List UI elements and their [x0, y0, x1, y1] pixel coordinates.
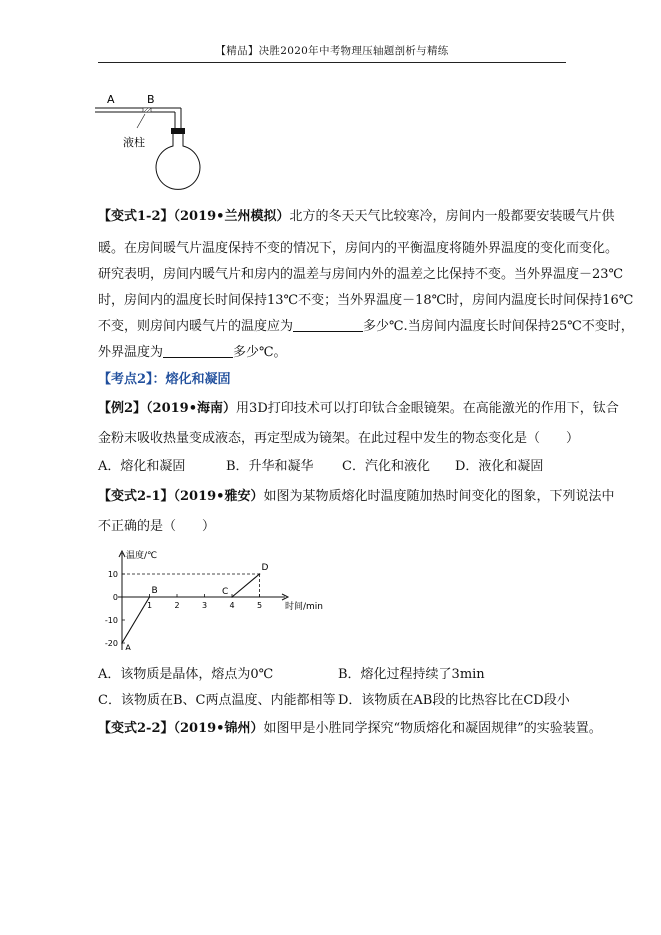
v12-text-5b: 多少℃.当房间内温度长时间保持25℃不变时， — [363, 319, 634, 334]
v12-text-1: 北方的冬天天气比较寒冷，房间内一般都要安装暖气片供 — [289, 209, 615, 224]
point-label-b: B — [151, 586, 158, 596]
v21-option-c[interactable]: C．该物质在B、C两点温度、内能都相等 — [98, 693, 336, 708]
point-label-a: A — [125, 644, 132, 650]
ex2-line1 — [98, 400, 619, 418]
y-tick-label: -10 — [104, 616, 118, 625]
x-tick-label: 1 — [146, 601, 153, 610]
point-b — [149, 596, 151, 598]
point-c — [231, 596, 233, 598]
v12-text-5a: 不变，则房间内暖气片的温度应为 — [98, 319, 294, 334]
temperature-curve — [122, 574, 263, 643]
v12-text-6b: 多少℃。 — [233, 345, 287, 360]
melting-curve-chart — [100, 545, 340, 650]
answer-blank-1[interactable] — [293, 318, 363, 332]
figure1-label-b: B — [147, 93, 155, 106]
point-label-c: C — [222, 587, 229, 597]
x-axis-label: 时间/min — [285, 602, 324, 612]
x-tick-label: 5 — [256, 601, 263, 610]
v12-text-6a: 外界温度为 — [98, 345, 164, 360]
v21-text-1: 如图为某物质熔化时温度随加热时间变化的图象，下列说法中 — [263, 489, 615, 504]
point-label-d: D — [261, 563, 269, 573]
stopper — [171, 128, 185, 134]
page-header: 【精品】决胜2020年中考物理压轴题剖析与精练 — [215, 45, 449, 57]
x-tick-label: 2 — [174, 601, 180, 610]
v12-line5 — [98, 318, 634, 336]
figure1-liquid-label: 液柱 — [123, 136, 145, 149]
ex2-text-1: 用3D打印技术可以打印钛合金眼镜架。在高能激光的作用下，钛合 — [236, 401, 619, 416]
v21-option-a[interactable]: A．该物质是晶体，熔点为0℃ — [98, 667, 274, 682]
v12-line4: 时，房间内的温度长时间保持13℃不变；当外界温度－18℃时，房间内温度长时间保持16℃ — [98, 293, 634, 308]
liquid-column — [143, 108, 151, 112]
y-axis-label: 温度/℃ — [126, 551, 158, 561]
v21-option-b[interactable]: B．熔化过程持续了3min — [338, 667, 485, 682]
ex2-source: （2019•海南） — [146, 401, 237, 416]
point-a — [121, 642, 123, 644]
v12-line1 — [98, 208, 615, 226]
v21-option-d[interactable]: D．该物质在AB段的比热容比在CD段小 — [338, 693, 570, 708]
ex2-tag: 【例2】 — [98, 401, 147, 416]
v22-text-1: 如图甲是小胜同学探究“物质熔化和凝固规律”的实验装置。 — [263, 721, 602, 736]
y-tick-label: 10 — [107, 570, 118, 579]
ex2-option-d[interactable]: D．液化和凝固 — [455, 459, 544, 474]
v21-tag: 【变式2-1】 — [98, 489, 174, 504]
ex2-option-c[interactable]: C．汽化和液化 — [342, 459, 430, 474]
ex2-option-a[interactable]: A．熔化和凝固 — [98, 459, 186, 474]
v21-source: （2019•雅安） — [173, 489, 264, 504]
v12-source: （2019•兰州模拟） — [173, 209, 290, 224]
figure1-label-a: A — [107, 93, 115, 106]
flask-apparatus-figure — [95, 88, 235, 193]
flask-body — [156, 134, 200, 189]
x-tick-label: 4 — [229, 601, 235, 610]
v12-line6 — [98, 344, 287, 362]
header-divider — [98, 62, 566, 63]
v21-line1 — [98, 488, 615, 506]
v21-line2: 不正确的是（ ） — [98, 519, 216, 534]
v12-tag: 【变式1-2】 — [98, 209, 174, 224]
v22-line1 — [98, 720, 602, 738]
v12-line3: 研究表明，房间内暖气片和房内的温差与房间内外的温差之比保持不变。当外界温度－23℃ — [98, 267, 624, 282]
v22-source: （2019•锦州） — [173, 721, 264, 736]
point-d — [259, 573, 261, 575]
y-tick-label: 0 — [112, 593, 118, 602]
answer-blank-2[interactable] — [163, 344, 233, 358]
section-heading-kaodian2: 【考点2】：熔化和凝固 — [98, 372, 231, 387]
v22-tag: 【变式2-2】 — [98, 721, 174, 736]
x-tick-label: 3 — [201, 601, 208, 610]
ex2-line2: 金粉末吸收热量变成液态，再定型成为镜架。在此过程中发生的物态变化是（ ） — [98, 431, 580, 446]
ex2-option-b[interactable]: B．升华和凝华 — [226, 459, 314, 474]
v12-line2: 暖。在房间暖气片温度保持不变的情况下，房间内的平衡温度将随外界温度的变化而变化。 — [98, 241, 619, 256]
y-tick-label: -20 — [104, 639, 118, 648]
